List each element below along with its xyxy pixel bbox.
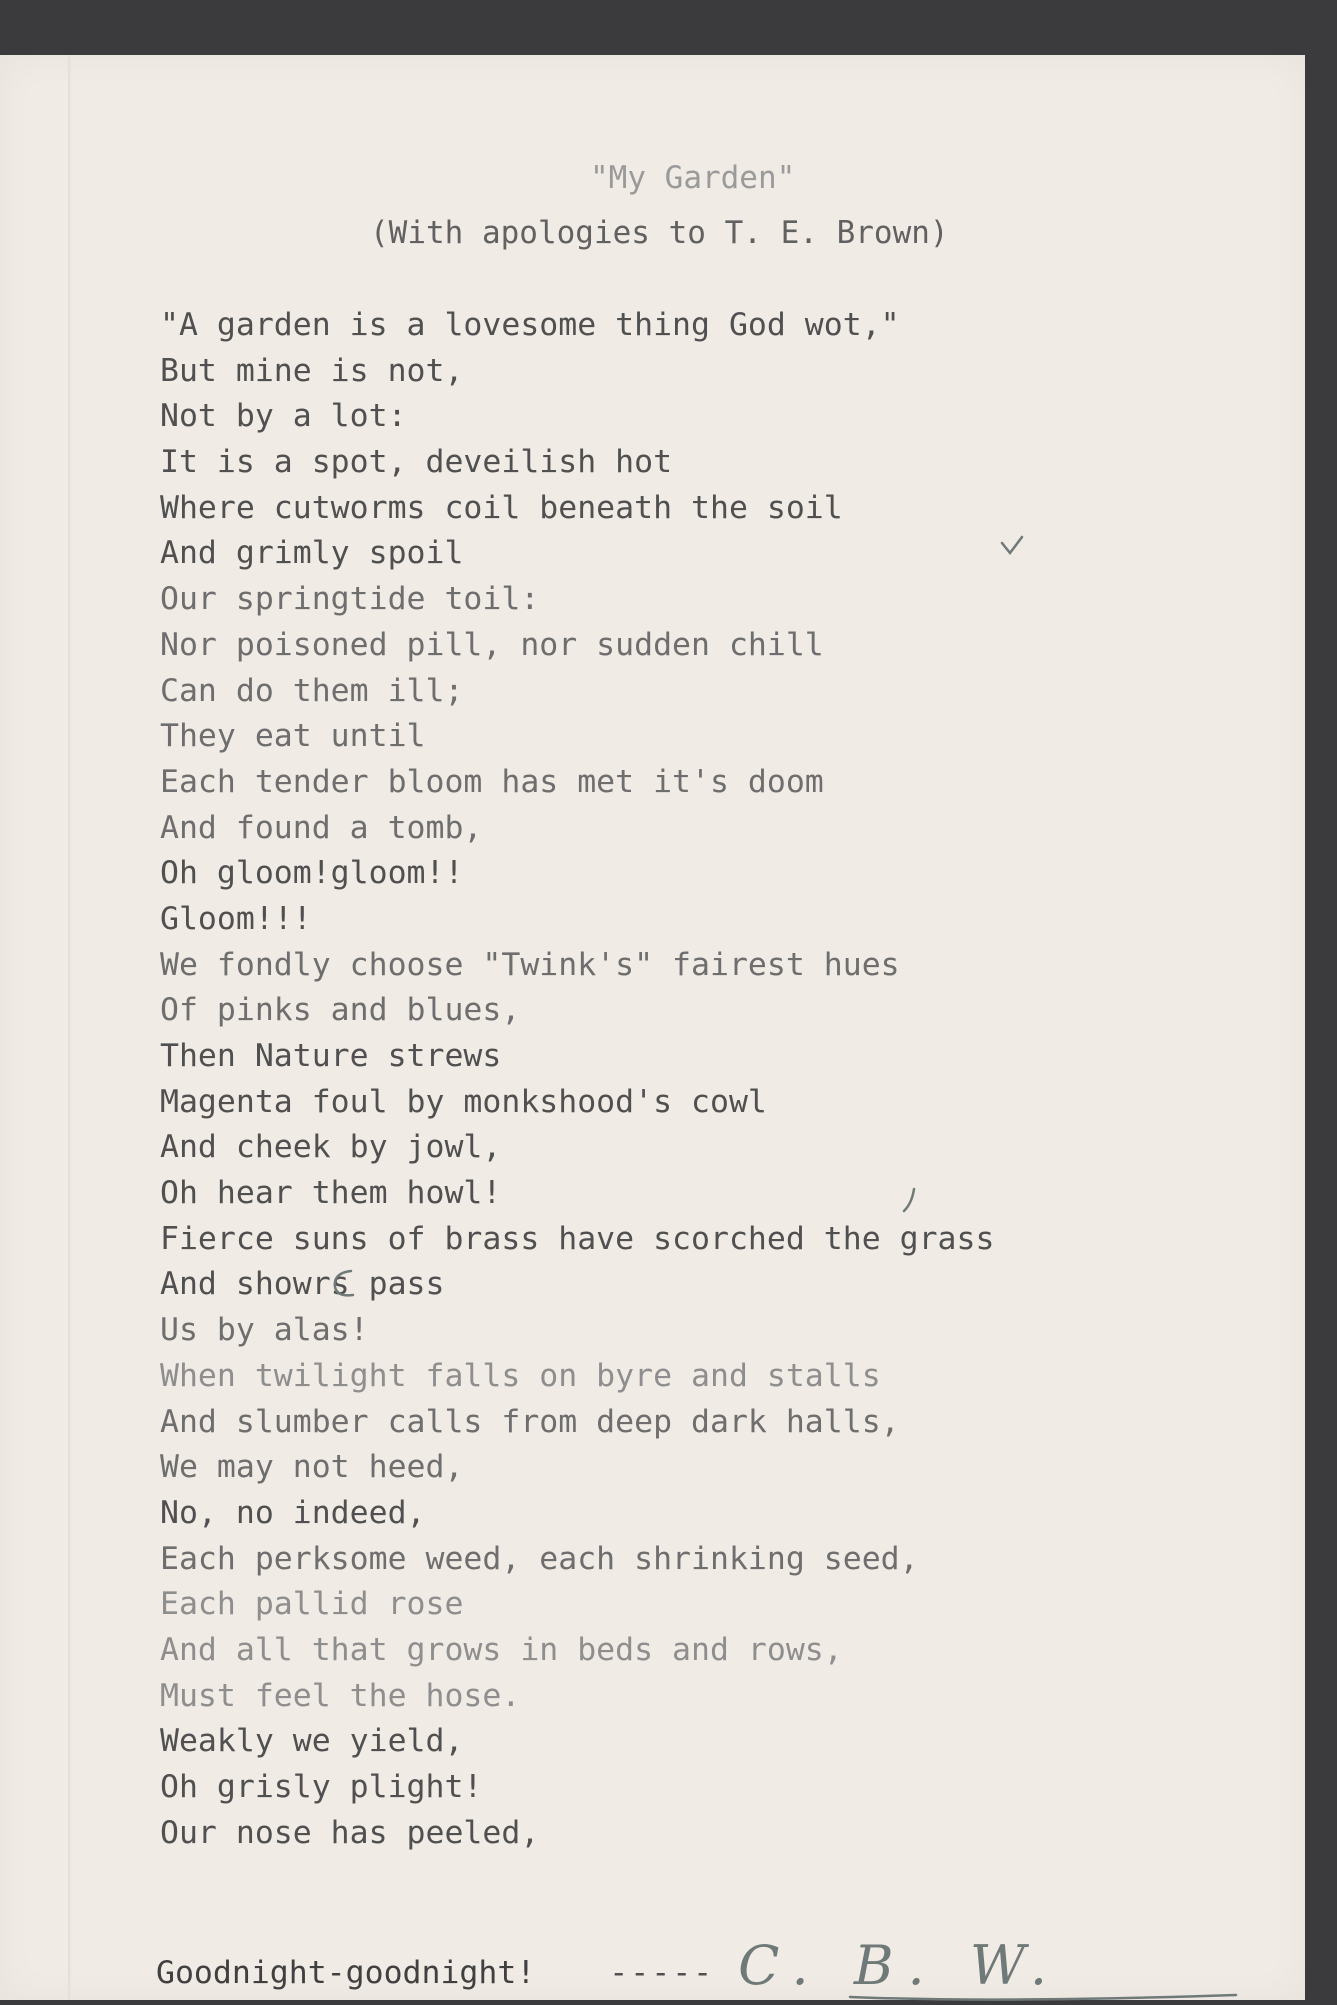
closing-line: Goodnight-goodnight! <box>156 1955 536 1991</box>
poem-line: And cheek by jowl, <box>160 1129 502 1166</box>
paper-fold-line <box>68 55 71 2000</box>
poem-line: Weakly we yield, <box>160 1723 464 1760</box>
poem-line: Nor poisoned pill, nor sudden chill <box>160 626 824 663</box>
poem-line: Us by alas! <box>160 1312 369 1349</box>
poem-line: Oh gloom!gloom!! <box>160 855 464 892</box>
poem-line: Our nose has peeled, <box>160 1814 540 1851</box>
typed-page <box>0 55 1305 2000</box>
poem-line: And all that grows in beds and rows, <box>160 1631 843 1668</box>
poem-line: Our springtide toil: <box>160 581 540 618</box>
poem-subtitle: (With apologies to T. E. Brown) <box>370 215 949 251</box>
poem-line: No, no indeed, <box>160 1494 426 1531</box>
poem-line: But mine is not, <box>160 352 464 389</box>
poem-line: Where cutworms coil beneath the soil <box>160 489 843 526</box>
pencil-insert-mark <box>325 1265 359 1303</box>
poem-line: And showrs pass <box>160 1266 445 1303</box>
poem-line: We fondly choose "Twink's" fairest hues <box>160 946 900 983</box>
poem-line: Each pallid rose <box>160 1586 464 1623</box>
signature-underline <box>848 1985 1238 2005</box>
poem-title: "My Garden" <box>590 160 796 196</box>
poem-line: Each perksome weed, each shrinking seed, <box>160 1540 919 1577</box>
poem-line: When twilight falls on byre and stalls <box>160 1357 881 1394</box>
poem-line: Oh hear them howl! <box>160 1175 502 1212</box>
poem-line: Each tender bloom has met it's doom <box>160 763 824 800</box>
poem-line: They eat until <box>160 718 426 755</box>
poem-line: Not by a lot: <box>160 398 407 435</box>
poem-line: Must feel the hose. <box>160 1677 521 1714</box>
poem-line: Of pinks and blues, <box>160 992 521 1029</box>
poem-line: Then Nature strews <box>160 1038 502 1074</box>
poem-line: Fierce suns of brass have scorched the grass <box>160 1220 995 1257</box>
handwritten-signature: C. B. W. <box>738 1933 1062 1997</box>
poem-line: It is a spot, deveilish hot <box>160 444 673 481</box>
poem-line: Magenta foul by monkshood's cowl <box>160 1083 767 1120</box>
poem-line: And found a tomb, <box>160 809 483 846</box>
poem-line: Gloom!!! <box>160 900 312 937</box>
poem-line: We may not heed, <box>160 1449 464 1486</box>
signature-dashes: ----- <box>609 1955 715 1991</box>
poem-line: "A garden is a lovesome thing God wot," <box>160 307 900 343</box>
poem-line: Oh grisly plight! <box>160 1769 483 1805</box>
poem-line: Can do them ill; <box>160 672 464 709</box>
pencil-comma-mark <box>900 1185 924 1215</box>
poem-line: And grimly spoil <box>160 535 464 572</box>
pencil-check-mark <box>998 533 1028 563</box>
poem-line: And slumber calls from deep dark halls, <box>160 1403 900 1440</box>
poem-body <box>160 303 994 1856</box>
